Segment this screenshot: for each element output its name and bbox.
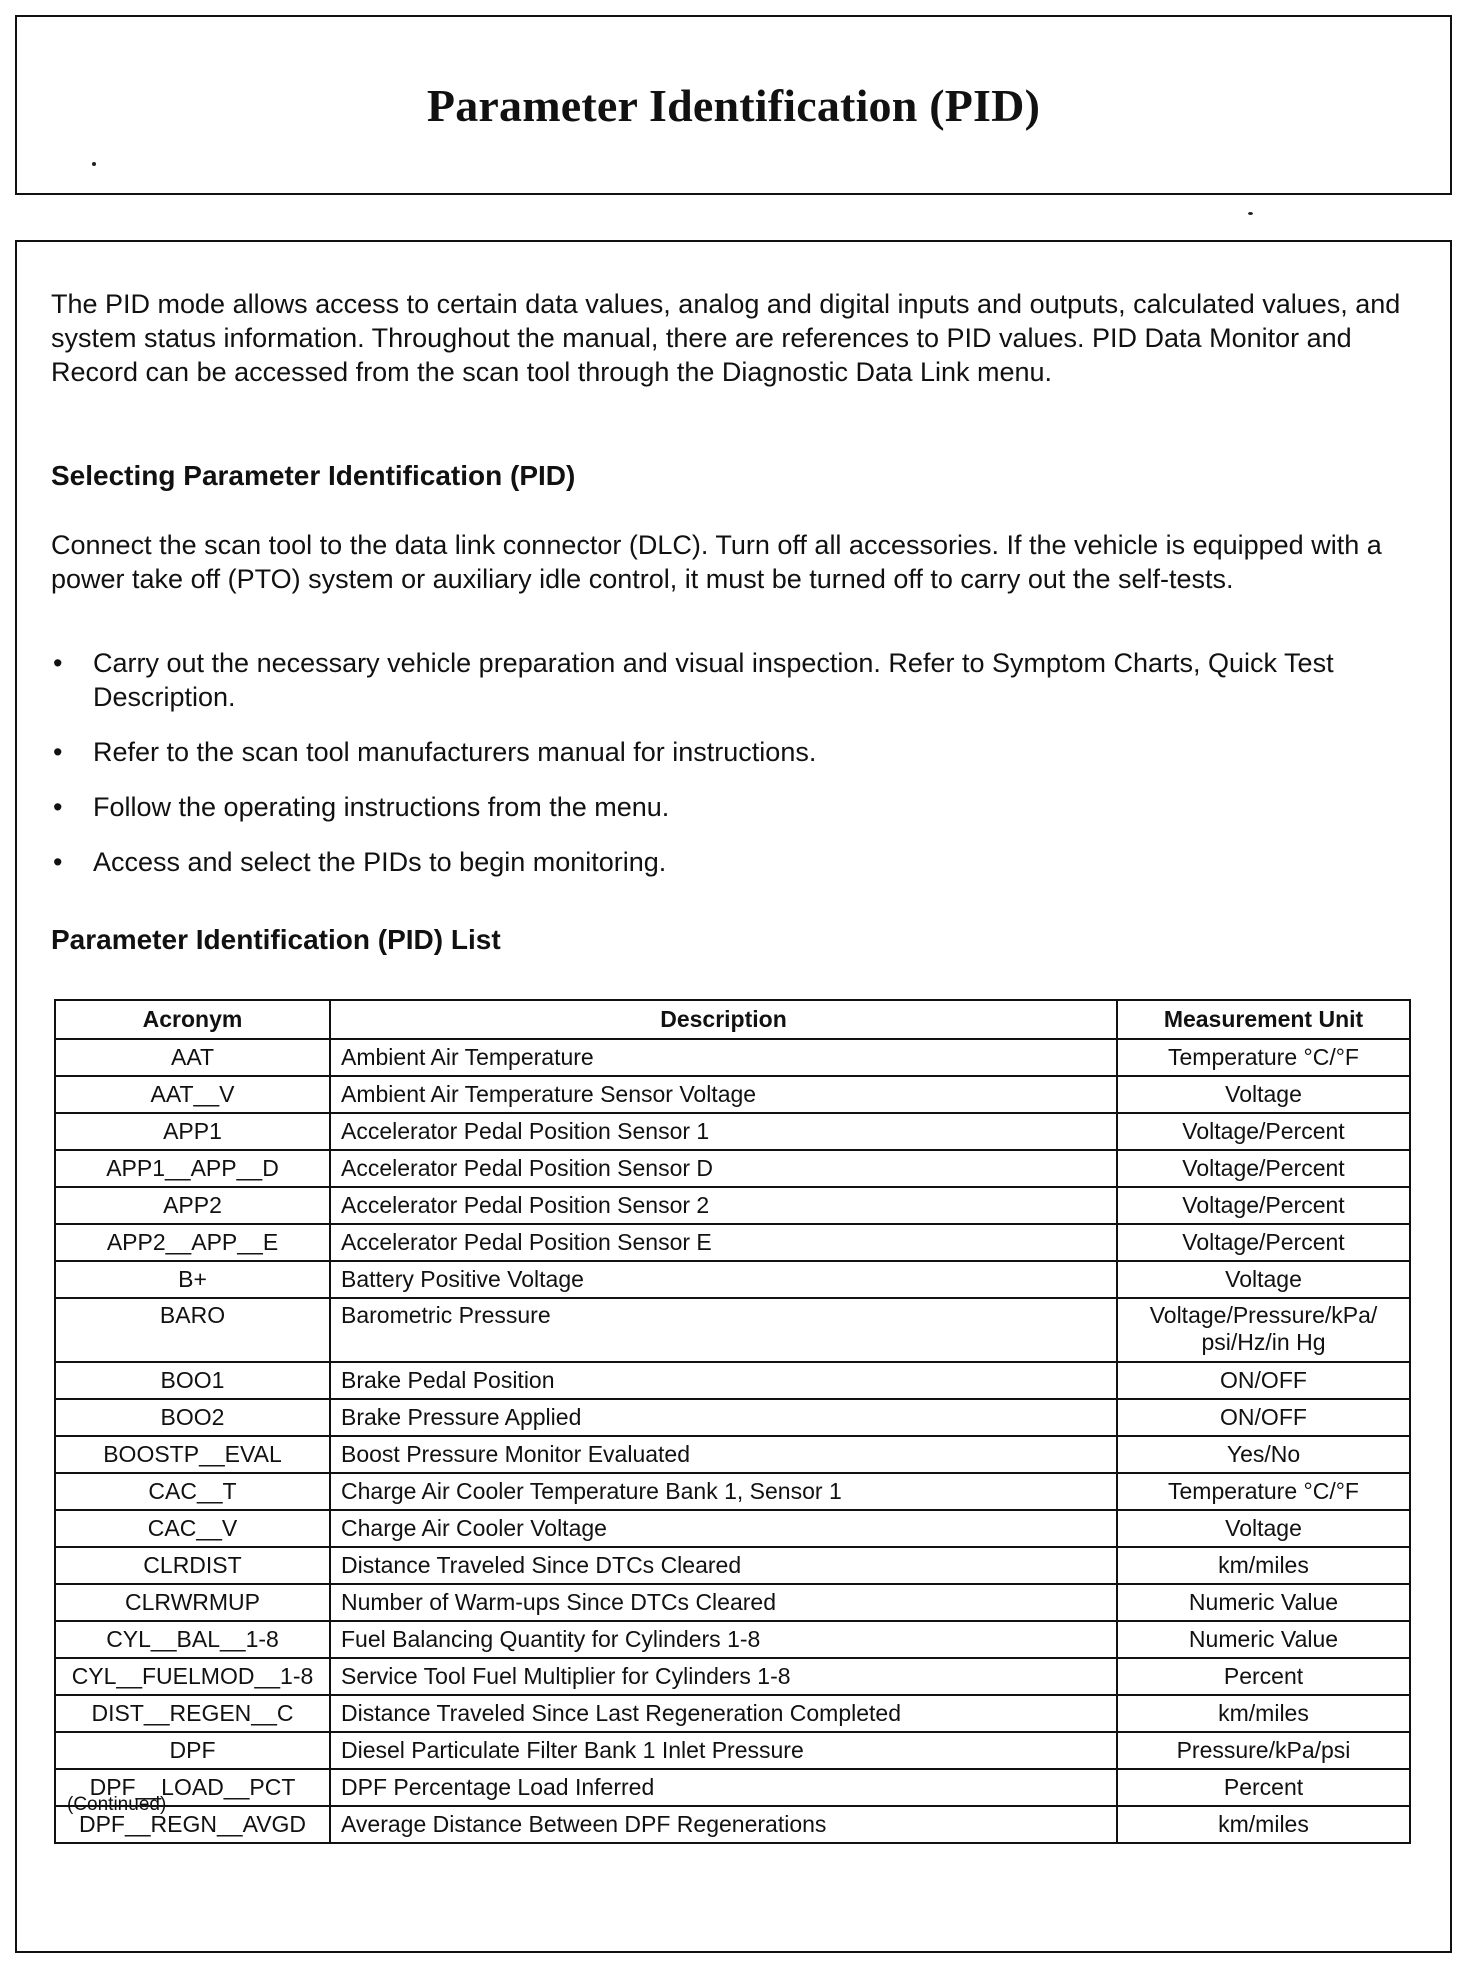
- unit-cell: Numeric Value: [1117, 1621, 1410, 1658]
- unit-cell: Voltage: [1117, 1261, 1410, 1298]
- table-row: [55, 1732, 1410, 1769]
- column-header-description: Description: [330, 1000, 1117, 1039]
- instruction-list: [51, 646, 1451, 900]
- unit-cell: Temperature °C/°F: [1117, 1473, 1410, 1510]
- table-header-row: [55, 1000, 1410, 1039]
- description-cell: Brake Pressure Applied: [330, 1399, 1117, 1436]
- description-cell: DPF Percentage Load Inferred: [330, 1769, 1117, 1806]
- description-cell: Ambient Air Temperature: [330, 1039, 1117, 1076]
- table-row: [55, 1362, 1410, 1399]
- table-row: [55, 1695, 1410, 1732]
- acronym-cell: APP1__APP__D: [55, 1150, 330, 1187]
- description-cell: Boost Pressure Monitor Evaluated: [330, 1436, 1117, 1473]
- acronym-cell: AAT: [55, 1039, 330, 1076]
- acronym-cell: APP2__APP__E: [55, 1224, 330, 1261]
- scan-speck: [92, 162, 96, 166]
- acronym-cell: APP2: [55, 1187, 330, 1224]
- list-item: • Access and select the PIDs to begin monitoring.: [51, 845, 1451, 879]
- unit-cell: Yes/No: [1117, 1436, 1410, 1473]
- acronym-cell: CLRDIST: [55, 1547, 330, 1584]
- acronym-cell: AAT__V: [55, 1076, 330, 1113]
- unit-cell: Voltage/Percent: [1117, 1224, 1410, 1261]
- scan-speck: [1248, 212, 1253, 215]
- unit-cell: Numeric Value: [1117, 1584, 1410, 1621]
- column-header-acronym: Acronym: [55, 1000, 330, 1039]
- unit-cell: Pressure/kPa/psi: [1117, 1732, 1410, 1769]
- description-cell: Ambient Air Temperature Sensor Voltage: [330, 1076, 1117, 1113]
- table-row: [55, 1150, 1410, 1187]
- description-cell: Accelerator Pedal Position Sensor 1: [330, 1113, 1117, 1150]
- unit-cell: Voltage/Pressure/kPa/ psi/Hz/in Hg: [1117, 1298, 1410, 1362]
- description-cell: Battery Positive Voltage: [330, 1261, 1117, 1298]
- acronym-cell: CAC__T: [55, 1473, 330, 1510]
- unit-cell: km/miles: [1117, 1806, 1410, 1843]
- acronym-cell: DPF: [55, 1732, 330, 1769]
- unit-cell: ON/OFF: [1117, 1399, 1410, 1436]
- acronym-cell: BOOSTP__EVAL: [55, 1436, 330, 1473]
- continued-note: (Continued): [67, 1794, 167, 1815]
- description-cell: Number of Warm-ups Since DTCs Cleared: [330, 1584, 1117, 1621]
- description-cell: Barometric Pressure: [330, 1298, 1117, 1362]
- acronym-cell: B+: [55, 1261, 330, 1298]
- unit-cell: Temperature °C/°F: [1117, 1039, 1410, 1076]
- acronym-cell: DPF__REGN__AVGD: [55, 1806, 330, 1843]
- acronym-cell: BOO2: [55, 1399, 330, 1436]
- unit-cell: Percent: [1117, 1769, 1410, 1806]
- table-row: [55, 1261, 1410, 1298]
- acronym-cell: DPF__LOAD__PCT: [55, 1769, 330, 1806]
- table-row: [55, 1658, 1410, 1695]
- unit-cell: Voltage/Percent: [1117, 1113, 1410, 1150]
- table-row: [55, 1510, 1410, 1547]
- table-row: [55, 1298, 1410, 1362]
- table-row: [55, 1224, 1410, 1261]
- selecting-paragraph: Connect the scan tool to the data link connector (DLC). Turn off all accessories. If the vehicle is equipped with a power take off (PTO) system or auxiliary idle control, it must be turned off to carry out the self-tests.: [51, 530, 1382, 594]
- table-row: [55, 1769, 1410, 1806]
- table-row: [55, 1076, 1410, 1113]
- description-cell: Average Distance Between DPF Regenerations: [330, 1806, 1117, 1843]
- intro-paragraph: The PID mode allows access to certain data values, analog and digital inputs and outputs, calculated values, and system status information. Throughout the manual, there are references to PID values. PID Data Monitor and Record can be accessed from the scan tool through the Diagnostic Data Link menu.: [51, 289, 1401, 387]
- description-cell: Accelerator Pedal Position Sensor D: [330, 1150, 1117, 1187]
- description-cell: Distance Traveled Since DTCs Cleared: [330, 1547, 1117, 1584]
- unit-cell: Voltage: [1117, 1076, 1410, 1113]
- unit-cell: km/miles: [1117, 1547, 1410, 1584]
- content-box: [15, 240, 1452, 1953]
- description-cell: Service Tool Fuel Multiplier for Cylinders 1-8: [330, 1658, 1117, 1695]
- title-box: [15, 15, 1452, 195]
- unit-cell: km/miles: [1117, 1695, 1410, 1732]
- table-row: [55, 1039, 1410, 1076]
- unit-cell: Voltage: [1117, 1510, 1410, 1547]
- list-item: • Carry out the necessary vehicle preparation and visual inspection. Refer to Symptom Charts, Quick Test Description.: [51, 646, 1451, 714]
- acronym-cell: BOO1: [55, 1362, 330, 1399]
- list-item: • Refer to the scan tool manufacturers manual for instructions.: [51, 735, 1451, 769]
- unit-cell: Voltage/Percent: [1117, 1150, 1410, 1187]
- table-row: [55, 1584, 1410, 1621]
- unit-cell: ON/OFF: [1117, 1362, 1410, 1399]
- unit-cell: Percent: [1117, 1658, 1410, 1695]
- list-item: • Follow the operating instructions from the menu.: [51, 790, 1451, 824]
- column-header-unit: Measurement Unit: [1117, 1000, 1410, 1039]
- acronym-cell: CLRWRMUP: [55, 1584, 330, 1621]
- acronym-cell: DIST__REGEN__C: [55, 1695, 330, 1732]
- selecting-heading: Selecting Parameter Identification (PID): [51, 460, 576, 491]
- pid-list-heading: Parameter Identification (PID) List: [51, 924, 501, 955]
- pid-table: [54, 999, 1411, 1844]
- description-cell: Charge Air Cooler Voltage: [330, 1510, 1117, 1547]
- description-cell: Accelerator Pedal Position Sensor 2: [330, 1187, 1117, 1224]
- description-cell: Accelerator Pedal Position Sensor E: [330, 1224, 1117, 1261]
- table-row: [55, 1113, 1410, 1150]
- description-cell: Charge Air Cooler Temperature Bank 1, Sensor 1: [330, 1473, 1117, 1510]
- acronym-cell: CYL__FUELMOD__1-8: [55, 1658, 330, 1695]
- table-row: [55, 1187, 1410, 1224]
- description-cell: Brake Pedal Position: [330, 1362, 1117, 1399]
- description-cell: Distance Traveled Since Last Regeneration Completed: [330, 1695, 1117, 1732]
- page-title: Parameter Identification (PID): [426, 80, 1041, 131]
- description-cell: Fuel Balancing Quantity for Cylinders 1-8: [330, 1621, 1117, 1658]
- acronym-cell: APP1: [55, 1113, 330, 1150]
- table-row: [55, 1547, 1410, 1584]
- unit-cell: Voltage/Percent: [1117, 1187, 1410, 1224]
- table-row: [55, 1806, 1410, 1843]
- table-row: [55, 1621, 1410, 1658]
- acronym-cell: BARO: [55, 1298, 330, 1362]
- table-row: [55, 1473, 1410, 1510]
- table-row: [55, 1399, 1410, 1436]
- acronym-cell: CYL__BAL__1-8: [55, 1621, 330, 1658]
- description-cell: Diesel Particulate Filter Bank 1 Inlet Pressure: [330, 1732, 1117, 1769]
- table-row: [55, 1436, 1410, 1473]
- acronym-cell: CAC__V: [55, 1510, 330, 1547]
